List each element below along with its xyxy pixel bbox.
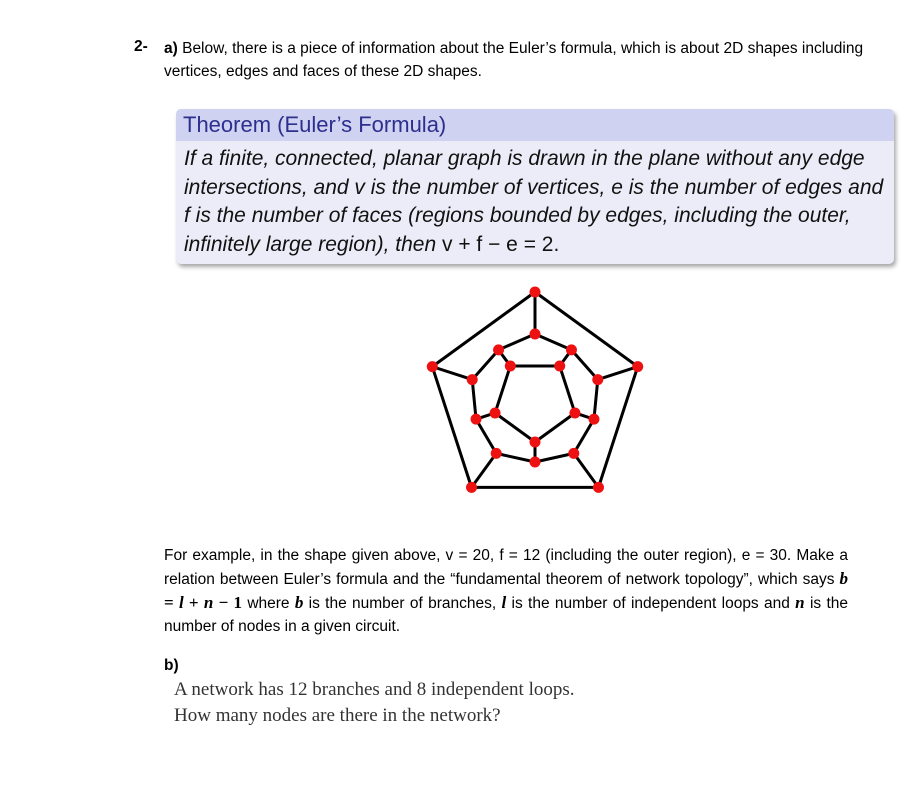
part-b-question: A network has 12 branches and 8 independent loops. How many nodes are there in the network?	[174, 679, 575, 726]
var-l: l	[501, 593, 507, 612]
graph-vertex-14	[467, 374, 478, 385]
var-b: b	[294, 593, 304, 612]
theorem-body	[176, 141, 894, 259]
graph-vertex-9	[588, 414, 599, 425]
euler-formula: v + f − e = 2.	[441, 232, 560, 256]
graph-edge-7	[535, 413, 575, 442]
graph-edge-11	[495, 413, 535, 442]
graph-edge-15	[495, 366, 510, 413]
graph-vertex-19	[490, 407, 501, 418]
theorem-statement: If a finite, connected, planar graph is drawn in the plane without any edge intersections, and v is the number of vertices, e is the number of edges and f is the number of faces (regions bounded by edges, including the outer, infinitely large region), then	[184, 147, 884, 256]
question-number: 2-	[134, 38, 148, 55]
graph-edge-17	[432, 292, 535, 367]
graph-vertex-4	[466, 482, 477, 493]
graph-edge-26	[496, 453, 535, 462]
graph-edge-10	[574, 453, 599, 487]
graph-edge-5	[598, 367, 637, 488]
graph-vertex-20	[505, 361, 516, 372]
graph-edge-30	[499, 334, 535, 350]
graph-vertex-7	[566, 344, 577, 355]
part-b-label: b)	[164, 657, 179, 674]
graph-vertex-16	[554, 361, 565, 372]
theorem-box	[176, 109, 894, 264]
graph-vertex-15	[493, 344, 504, 355]
graph-edge-27	[476, 419, 496, 453]
graph-edge-14	[472, 453, 497, 487]
graph-edge-28	[472, 380, 476, 420]
formula-n: n	[203, 593, 214, 612]
graph-edge-22	[571, 350, 597, 380]
graph-vertex-17	[569, 407, 580, 418]
graph-edge-13	[432, 367, 471, 488]
graph-edge-29	[472, 350, 498, 380]
graph-edge-6	[598, 367, 638, 380]
formula-equals: =	[164, 593, 179, 612]
formula-minus: −	[213, 593, 234, 612]
graph-vertex-8	[592, 374, 603, 385]
graph-edge-3	[560, 366, 575, 413]
graph-vertex-11	[530, 457, 541, 468]
graph-vertex-13	[471, 414, 482, 425]
graph-edge-24	[574, 419, 594, 453]
part-a-label: a)	[164, 40, 178, 57]
graph-edge-21	[535, 334, 571, 350]
formula-b: b	[839, 569, 848, 588]
graph-vertex-6	[530, 329, 541, 340]
dodecahedral-graph	[414, 283, 656, 515]
var-n: n	[795, 593, 805, 612]
part-a-text: Below, there is a piece of information about the Euler’s formula, which is about 2D shapes including vertices, edges and faces of these 2D shapes.	[164, 40, 864, 80]
formula-plus: +	[183, 593, 204, 612]
example-text-4: is the number of independent loops and	[506, 595, 796, 612]
graph-vertex-3	[593, 482, 604, 493]
graph-vertex-18	[530, 437, 541, 448]
example-text-3: is the number of branches,	[303, 595, 502, 612]
graph-vertex-12	[491, 448, 502, 459]
formula-l: l	[178, 593, 184, 612]
example-paragraph	[164, 544, 848, 638]
theorem-title: Theorem (Euler’s Formula)	[176, 109, 894, 141]
formula-one: 1	[233, 593, 243, 612]
graph-edge-1	[535, 292, 638, 367]
graph-vertex-10	[568, 448, 579, 459]
graph-edge-18	[432, 367, 472, 380]
graph-vertex-1	[530, 287, 541, 298]
example-text-2: where	[242, 595, 295, 612]
graph-vertex-2	[632, 361, 643, 372]
graph-edge-25	[535, 453, 574, 462]
question-part-a	[164, 38, 864, 83]
graph-edge-23	[594, 380, 598, 420]
example-text-5: is the number of nodes in a given circuit.	[164, 595, 848, 635]
example-text-1: For example, in the shape given above, v = 20, f = 12 (including the outer region), e = 30. Make a relation between Euler’s formula and the “fundamental theorem of network topology”, which says	[164, 547, 848, 588]
graph-vertex-5	[427, 361, 438, 372]
